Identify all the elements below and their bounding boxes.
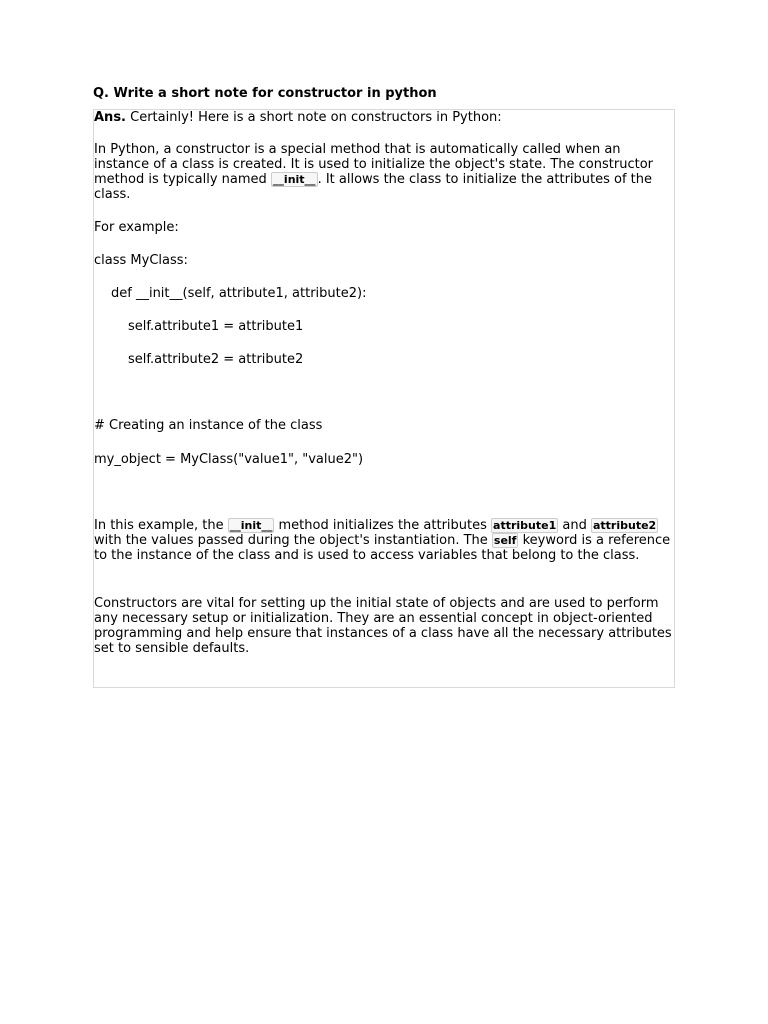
- code-line-5: # Creating an instance of the class: [94, 418, 323, 433]
- intro-text: Certainly! Here is a short note on constructors in Python:: [126, 110, 502, 125]
- paragraph-1: [94, 142, 674, 202]
- p1-text-2: . It allows the class to initialize the attributes of the class.: [94, 172, 653, 202]
- paragraph-2: [94, 518, 674, 563]
- example-label: For example:: [94, 220, 179, 235]
- code-line-4: self.attribute2 = attribute2: [128, 352, 304, 367]
- code-line-3: self.attribute1 = attribute1: [128, 319, 304, 334]
- p2-text-4: with the values passed during the object's instantiation. The: [94, 533, 492, 548]
- ans-label: Ans.: [94, 110, 126, 125]
- paragraph-3: Constructors are vital for setting up the initial state of objects and are used to perform any necessary setup or initialization. They are an essential concept in object-oriented programming and help ensure that instances of a class have all the necessary attributes set to sensible defaults.: [94, 596, 672, 656]
- p2-text-5: keyword is a reference to the instance of the class and is used to access variables that belong to the class.: [94, 533, 671, 563]
- code-attribute1: attribute1: [493, 519, 557, 532]
- answer-box: [93, 109, 675, 688]
- p2-text-2: method initializes the attributes: [274, 518, 492, 533]
- code-init: __init__: [272, 173, 316, 186]
- p2-text-3: and: [558, 518, 591, 533]
- code-line-2: def __init__(self, attribute1, attribute2):: [111, 286, 367, 301]
- code-line-6: my_object = MyClass("value1", "value2"): [94, 452, 364, 467]
- p1-text-1: In Python, a constructor is a special method that is automatically called when an instance of a class is created. It is used to initialize the object's state. The constructor method is typically named: [94, 142, 653, 187]
- code-init-2: __init__: [229, 519, 273, 532]
- question-heading: Q. Write a short note for constructor in python: [93, 86, 437, 101]
- answer-intro: [94, 110, 502, 125]
- code-attribute2: attribute2: [592, 519, 657, 532]
- code-line-1: class MyClass:: [94, 253, 188, 268]
- p2-text-1: In this example, the: [94, 518, 228, 533]
- code-self: self: [493, 534, 517, 547]
